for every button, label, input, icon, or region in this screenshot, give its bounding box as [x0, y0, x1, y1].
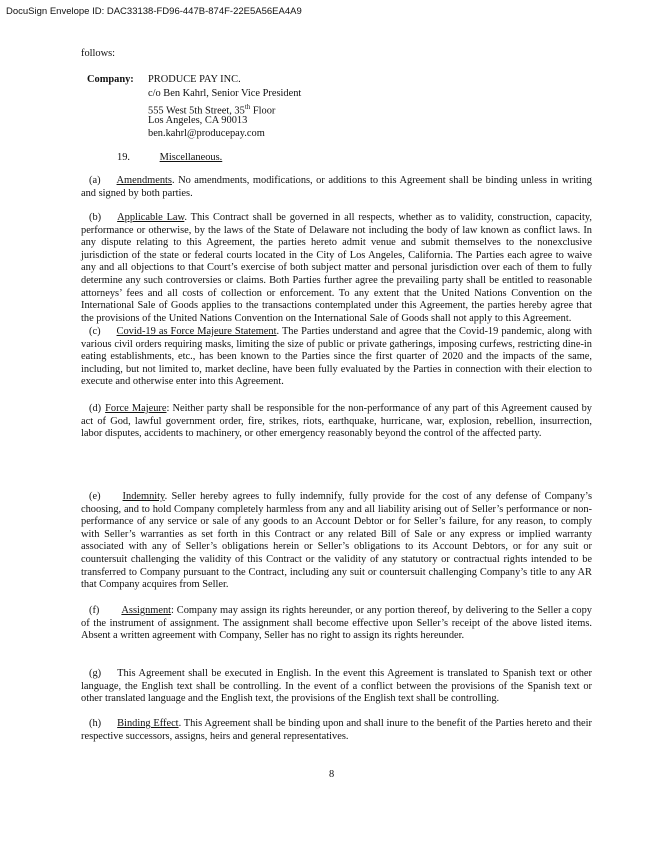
section-title: Miscellaneous. [159, 152, 223, 163]
company-contact: c/o Ben Kahrl, Senior Vice President [148, 87, 302, 99]
paragraph-g: (g) This Agreement shall be executed in English. In the event this Agreement is translated to Spanish text or other language, the English text shall be controlling. In the event of a conflict between the provisions of the Spanish text or other translated language and the English text, the provisions of the English text shall be controlling. [81, 668, 592, 705]
paragraph-d: (d) Force Majeure: Neither party shall be responsible for the non-performance of any part of this Agreement caused by act of God, lawful government order, fire, strikes, riots, earthquake, hurricane, war, explosion, rebellion, insurrection, labor disputes, accidents to machinery, or other emergency reasonably beyond the control of the affected party. [81, 403, 592, 440]
company-city: Los Angeles, CA 90013 [148, 114, 248, 126]
paragraph-e: (e) Indemnity. Seller hereby agrees to fully indemnify, fully provide for the cost of any defense of Company’s choosing, and to hold Company completely harmless from any and all liability arising out of Seller’s performance or non-performance of any service or sale of any goods to an Account Debtor or for Seller’s failure, for any reason, to comply with Seller’s warranties as set forth in this Contract or any related Bill of Sale or any express or implied warranty associated with any of Seller’s obligations herein or Seller’s obligations to its Account Debtors, or for any suit or countersuit challenging the validity of this Contract or the validity of any statutory or contractual rights intended to be transferred to Company pursuant to the Contract, including any suit or countersuit challenging Company’s title to any AR that Company acquires from Seller. [81, 491, 592, 591]
envelope-id: DocuSign Envelope ID: DAC33138-FD96-447B-874F-22E5A56EA4A9 [6, 6, 302, 17]
page-number: 8 [329, 769, 335, 780]
paragraph-c: (c) Covid-19 as Force Majeure Statement. The Parties understand and agree that the Covid-19 pandemic, along with various civil orders requiring masks, limiting the size of public or private gatherings, imposing curfews, restricting dine-in eating establishments, etc., has been known to the Parties since the first quarter of 2020 and the impacts of the same, including, but not limited to, market decline, have been fully evaluated by the Parties in connection with their election to execute and otherwise enter into this Agreement. [81, 326, 593, 388]
company-street: 555 West 5th Street, 35th Floor [148, 103, 276, 117]
company-address-lines [148, 74, 448, 142]
company-email: ben.kahrl@producepay.com [148, 128, 265, 140]
section-heading [117, 152, 222, 165]
section-number: 19. [117, 152, 130, 163]
paragraph-h: (h) Binding Effect. This Agreement shall be binding upon and shall inure to the benefit of the Parties hereto and their respective successors, assigns, heirs and general representatives. [81, 718, 592, 742]
paragraph-a: (a) Amendments. No amendments, modifications, or additions to this Agreement shall be binding unless in writing and signed by both parties. [81, 175, 592, 199]
company-name: PRODUCE PAY INC. [148, 74, 241, 85]
paragraph-f: (f) Assignment: Company may assign its rights hereunder, or any portion thereof, by delivering to the Seller a copy of the instrument of assignment. The assignment shall become effective upon Seller’s receipt of the above listed items. Absent a written agreement with Company, Seller has no right to assign its rights hereunder. [81, 605, 592, 642]
company-label: Company: [87, 74, 134, 85]
paragraph-b: (b) Applicable Law. This Contract shall be governed in all respects, whether as to validity, construction, capacity, performance or otherwise, by the laws of the State of Delaware not including the body of law known as conflict laws. In any dispute relating to this Agreement, the parties hereto admit venue and submit themselves to the nonexclusive jurisdiction of the state or federal courts located in the City of Los Angeles, California. The Parties each agree to waive any and all objections to that Court’s exercise of both subject matter and personal jurisdiction over each of them to fully determine any such controversies or claims. Both Parties further agree the prevailing party shall be entitled to reasonable attorneys’ fees and all costs of collection or enforcement. To any extent that the United Nations Convention on the International Sale of Goods applies to the transactions contemplated under this Agreement, the parties hereby agree that the provisions of the United Nations Convention on the International Sale of Goods shall not apply to this Agreement. [81, 212, 592, 324]
intro-text: follows: [81, 48, 116, 59]
